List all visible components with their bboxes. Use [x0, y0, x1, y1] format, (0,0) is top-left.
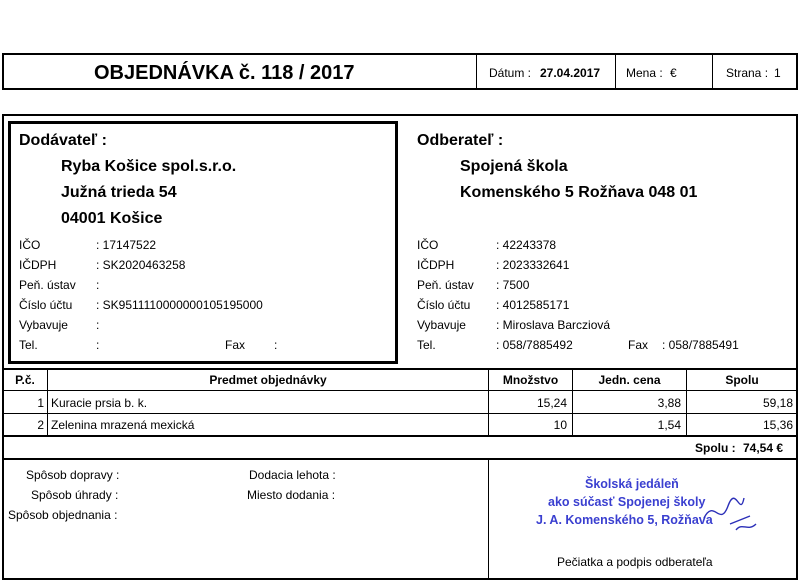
footer-divider [488, 460, 489, 578]
ordering-label: Spôsob objednania : [8, 508, 118, 522]
transport-label: Spôsob dopravy : [26, 468, 120, 482]
table-header-rule [3, 390, 797, 391]
customer-fax-label: Fax [628, 338, 649, 352]
table-row-rule [3, 413, 797, 414]
date-value: 27.04.2017 [540, 66, 601, 80]
supplier-bank-value: : [96, 278, 100, 292]
signature-scribble [700, 488, 760, 538]
customer-ico-label: IČO [417, 238, 439, 252]
header-divider [615, 54, 616, 89]
row-unit-price: 3,88 [657, 396, 681, 410]
customer-name: Spojená škola [460, 158, 568, 175]
col-header-number: P.č. [15, 373, 35, 387]
date-label: Dátum : [489, 66, 532, 80]
supplier-handler-label: Vybavuje [19, 318, 68, 332]
supplier-icdph-label: IČDPH [19, 258, 57, 272]
row-total: 59,18 [762, 396, 793, 410]
school-stamp-line: Školská jedáleň [585, 477, 679, 491]
supplier-ico-value: : 17147522 [96, 238, 157, 252]
supplier-fax-value: : [274, 338, 278, 352]
customer-heading: Odberateľ : [417, 132, 504, 149]
customer-phone-value: : 058/7885492 [496, 338, 573, 352]
page-label: Strana : [726, 66, 769, 80]
supplier-street: Južná trieda 54 [61, 184, 177, 201]
signature-label: Pečiatka a podpis odberateľa [557, 555, 713, 569]
supplier-phone-label: Tel. [19, 338, 38, 352]
customer-phone-label: Tel. [417, 338, 436, 352]
supplier-account-value: : SK9511110000000105195000 [96, 298, 263, 312]
customer-account-value: : 4012585171 [496, 298, 570, 312]
customer-address: Komenského 5 Rožňava 048 01 [460, 184, 698, 201]
supplier-heading: Dodávateľ : [19, 132, 107, 149]
currency-label: Mena : [626, 66, 663, 80]
customer-handler-label: Vybavuje [417, 318, 466, 332]
row-number: 2 [37, 418, 44, 432]
row-quantity: 10 [553, 418, 567, 432]
customer-ico-value: : 42243378 [496, 238, 557, 252]
table-sum-rule [3, 458, 797, 460]
sum-label: Spolu : [695, 441, 736, 455]
col-header-item: Predmet objednávky [209, 373, 327, 387]
delivery-term-label: Dodacia lehota : [249, 468, 336, 482]
customer-bank-value: : 7500 [496, 278, 530, 292]
payment-label: Spôsob úhrady : [31, 488, 119, 502]
table-top-rule [3, 368, 797, 370]
school-stamp-line: J. A. Komenského 5, Rožňava [536, 513, 713, 527]
delivery-place-label: Miesto dodania : [247, 488, 336, 502]
row-total: 15,36 [762, 418, 793, 432]
customer-icdph-label: IČDPH [417, 258, 455, 272]
row-number: 1 [37, 396, 44, 410]
customer-fax-value: : 058/7885491 [662, 338, 739, 352]
customer-handler-value: : Miroslava Barcziová [496, 318, 611, 332]
col-header-unit-price: Jedn. cena [598, 373, 661, 387]
school-stamp-line: ako súčasť Spojenej školy [548, 495, 706, 509]
currency-value: € [670, 66, 677, 80]
supplier-ico-label: IČO [19, 238, 41, 252]
row-item: Kuracie prsia b. k. [51, 396, 148, 410]
row-unit-price: 1,54 [657, 418, 681, 432]
header-divider [476, 54, 477, 89]
col-header-quantity: Množstvo [502, 373, 559, 387]
row-item: Zelenina mrazená mexická [51, 418, 195, 432]
supplier-icdph-value: : SK2020463258 [96, 258, 186, 272]
document-title: OBJEDNÁVKA č. 118 / 2017 [94, 62, 355, 84]
supplier-bank-label: Peň. ústav [19, 278, 76, 292]
customer-account-label: Číslo účtu [417, 298, 471, 312]
supplier-handler-value: : [96, 318, 100, 332]
sum-value: 74,54 € [743, 441, 784, 455]
col-header-total: Spolu [725, 373, 759, 387]
customer-icdph-value: : 2023332641 [496, 258, 570, 272]
row-quantity: 15,24 [536, 396, 567, 410]
table-row-rule [3, 435, 797, 437]
supplier-name: Ryba Košice spol.s.r.o. [61, 158, 237, 175]
supplier-fax-label: Fax [225, 338, 246, 352]
customer-bank-label: Peň. ústav [417, 278, 474, 292]
page-number: 1 [774, 66, 781, 80]
supplier-city: 04001 Košice [61, 210, 163, 227]
supplier-phone-value: : [96, 338, 100, 352]
header-divider [712, 54, 713, 89]
supplier-account-label: Číslo účtu [19, 298, 73, 312]
